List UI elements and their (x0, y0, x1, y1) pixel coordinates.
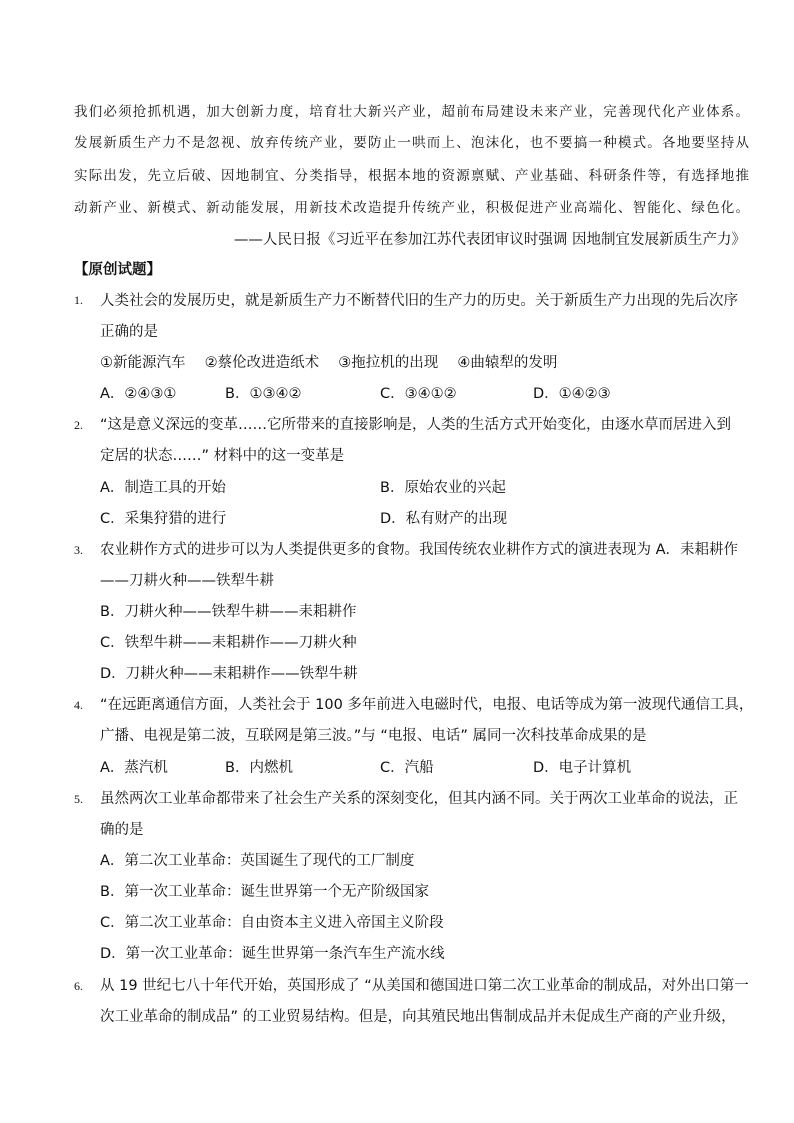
question-stem: ——刀耕火种——铁犁牛耕 (100, 573, 274, 589)
intro-line: 我们必须抢抓机遇，加大创新力度，培育壮大新兴产业，超前布局建设未来产业，完善现代化产业体系。 (74, 104, 751, 120)
option-a: A．②④③① (100, 386, 177, 402)
option-b: B．原始农业的兴起 (380, 480, 506, 496)
intro-line: 实际出发，先立后破、因地制宜、分类指导，根据本地的资源禀赋、产业基础、科研条件等，有选择地推 (74, 168, 751, 184)
option-c: C．③④①② (380, 386, 457, 402)
question-stem: 人类社会的发展历史，就是新质生产力不断替代旧的生产力的历史。关于新质生产力出现的先后次序 (100, 293, 738, 309)
option-d: D．①④②③ (533, 386, 611, 402)
option-d: D．刀耕火种——耒耜耕作——铁犁牛耕 (100, 666, 358, 682)
question-stem: 次工业革命的制成品” 的工业贸易结构。但是，向其殖民地出售制成品并未促成生产商的产业升级， (100, 1009, 736, 1025)
option-c: C．第二次工业革命：自由资本主义进入帝国主义阶段 (100, 915, 444, 931)
option-c: C．采集狩猎的进行 (100, 511, 227, 527)
question-number: 3. (74, 543, 83, 557)
question-items: ①新能源汽车 ②蔡伦改进造纸术 ③拖拉机的出现 ④曲辕犁的发明 (100, 355, 558, 371)
section-title: 【原创试题】 (74, 262, 161, 278)
question-stem: 广播、电视是第二波，互联网是第三波。”与 “电报、电话” 属同一次科技革命成果的是 (100, 728, 647, 744)
option-d: D．私有财产的出现 (380, 511, 508, 527)
option-d: D．电子计算机 (533, 760, 632, 776)
intro-line: 动新产业、新模式、新动能发展，用新技术改造提升传统产业，积极促进产业高端化、智能化、绿色化。 (74, 200, 751, 216)
option-b: B．第一次工业革命：诞生世界第一个无产阶级国家 (100, 884, 429, 900)
question-stem: “在远距离通信方面，人类社会于 100 多年前进入电磁时代，电报、电话等成为第一波现代通信工具， (100, 697, 754, 713)
option-d: D．第一次工业革命：诞生世界第一条汽车生产流水线 (100, 946, 445, 962)
question-number: 4. (74, 698, 83, 712)
question-number: 2. (74, 418, 83, 432)
intro-line: 发展新质生产力不是忽视、放弃传统产业，要防止一哄而上、泡沫化，也不要搞一种模式。各地要坚持从 (74, 135, 751, 151)
option-b: B．内燃机 (225, 760, 293, 776)
question-stem: “这是意义深远的变革……它所带来的直接影响是，人类的生活方式开始变化，由逐水草而居进入到 (100, 417, 732, 433)
option-c: C．汽船 (380, 760, 434, 776)
question-number: 1. (74, 293, 83, 307)
option-c: C．铁犁牛耕——耒耜耕作——刀耕火种 (100, 635, 357, 651)
option-b: B．刀耕火种——铁犁牛耕——耒耜耕作 (100, 604, 357, 620)
option-a: A．蒸汽机 (100, 760, 168, 776)
question-stem: 定居的状态……” 材料中的这一变革是 (100, 448, 345, 464)
intro-source: ——人民日报《习近平在参加江苏代表团审议时强调 因地制宜发展新质生产力》 (233, 232, 746, 248)
question-stem: 农业耕作方式的进步可以为人类提供更多的食物。我国传统农业耕作方式的演进表现为 A．耒耜耕作 (100, 542, 739, 558)
question-number: 5. (74, 792, 83, 806)
question-number: 6. (74, 979, 83, 993)
question-stem: 正确的是 (100, 324, 158, 340)
question-stem: 确的是 (100, 822, 144, 838)
option-a: A．第二次工业革命：英国诞生了现代的工厂制度 (100, 853, 415, 869)
question-stem: 虽然两次工业革命都带来了社会生产关系的深刻变化，但其内涵不同。关于两次工业革命的说法，正 (100, 791, 738, 807)
option-b: B．①③④② (225, 386, 302, 402)
option-a: A．制造工具的开始 (100, 480, 226, 496)
question-stem: 从 19 世纪七八十年代开始，英国形成了 “从美国和德国进口第二次工业革命的制成品，对外出口第一 (100, 978, 749, 994)
